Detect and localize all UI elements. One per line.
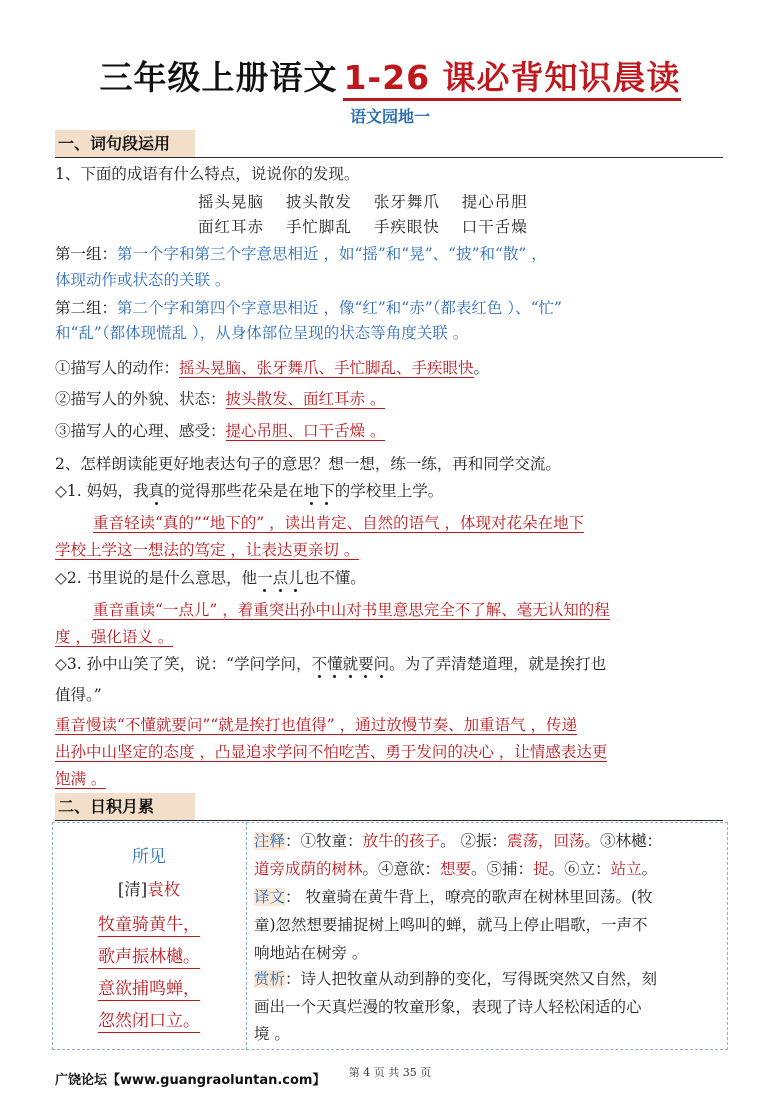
answer-3-line-1 [55,713,725,737]
sentence-2 [55,566,725,590]
translation-line-1 [254,884,724,910]
stressed-char: 要 [358,655,374,673]
translation-text: ： 牧童骑在黄牛背上，嘹亮的歌声在树林里回荡。(牧 [285,888,653,906]
sentence-3-line-2: 值得。” [55,686,102,704]
answer-item-3 [55,419,725,443]
note-meaning: 想要 [440,860,472,878]
stressed-char: 就 [342,655,359,673]
translation-label: 译文 [254,888,286,906]
stressed-char: 点 [272,569,289,587]
stressed-char: 儿 [288,569,304,587]
poem-line [52,974,246,999]
notes-label: 注释 [254,832,286,850]
poem-line [52,942,246,967]
note-meaning: 捉 [533,860,549,878]
note-term: 。⑥立： [548,860,611,878]
note-meaning: 震荡，回荡 [507,832,585,850]
answer-2-text-2: 度 ，强化语义 。 [55,628,174,646]
group-2-line-1 [55,296,725,320]
item-1-end: 。 [473,359,490,377]
sentence-2-pre: ◇2. 书里说的是什么意思，他 [55,569,258,587]
answer-3-line-3 [55,767,725,791]
poem-title: 所见 [132,847,166,867]
page-title [0,52,780,99]
answer-1-text-1: 重音轻读“真的”“地下的” ，读出肯定、自然的语气 ，体现对花朵在地下 [93,514,585,532]
answer-2-line-2 [55,625,725,649]
appreciation-line-2: 画出一个天真烂漫的牧童形象，表现了诗人轻松闲适的心 [254,998,642,1016]
poem-box-divider [246,822,247,1050]
stressed-char: 不 [311,655,328,673]
sentence-2-post: 也不懂。 [303,569,366,587]
note-term: 。④意欲： [362,860,441,878]
notes-line-2 [254,856,724,882]
answer-3-text-3: 饱满 。 [55,770,107,788]
group-1-line-2: 体现动作或状态的关联 。 [55,271,231,289]
section-divider-1 [55,157,723,158]
stressed-char: 一 [257,569,273,587]
answer-2-text-1: 重音重读“一点儿” ，着重突出孙中山对书里意思完全不了解、毫无认知的程 [93,601,610,619]
poem-line-text: 牧童骑黄牛， [98,915,200,935]
title-grade: 三年级上册语文 [99,58,338,97]
note-term: 。③林樾： [584,832,663,850]
answer-3-text-2: 出孙中山坚定的态度 ，凸显追求学问不怕吃苦、勇于发问的决心 ，让情感表达更 [55,743,608,761]
group-1-line-1 [55,242,725,266]
poem-byline [52,876,246,900]
stressed-char: 懂 [327,655,343,673]
item-3-label: ③描写人的心理、感受： [55,422,226,440]
group-2-label: 第二组： [55,299,118,317]
poem-line-text: 意欲捕鸣蝉， [98,979,200,999]
group-1-text: 第一个字和第三个字意思相近 ，如“摇”和“晃”、“披”和“散” ， [117,245,547,263]
item-3-answer: 提心吊胆、口干舌燥 。 [225,422,386,440]
sentence-3-post: 。为了弄清楚道理，就是挨打也 [389,655,607,673]
poem-dynasty: [清] [117,880,148,899]
section-heading-2: 二、日积月累 [55,793,195,820]
item-2-label: ②描写人的外貌、状态： [55,390,226,408]
note-term: ①牧童： [300,832,363,850]
sentence-1-mid: 的觉得那些花朵是在 [164,482,304,500]
item-1-answer: 摇头晃脑、张牙舞爪、手忙脚乱、手疾眼快 [179,359,474,377]
page-number: 第 4 页 共 35 页 [348,1066,432,1079]
answer-3-text-1: 重音慢读“不懂就要问”“就是挨打也值得” ，通过放慢节奏、加重语气 ，传递 [55,716,578,734]
note-term: 。 [641,860,658,878]
idioms-row-2: 面红耳赤 手忙脚乱 手疾眼快 口干舌燥 [198,218,528,236]
sentence-1-pre: ◇1. 妈妈，我 [55,482,149,500]
appreciation-label: 赏析 [254,970,286,988]
title-topic: 1-26 课必背知识晨读 [343,58,680,101]
group-2-line-2: 和“乱”（都体现慌乱 ），从身体部位呈现的状态等角度关联 。 [55,324,469,342]
group-2-text: 第二个字和第四个字意思相近 ，像“红”和“赤”（都表红色 ）、“忙” [117,299,562,317]
section-divider-2 [55,820,723,821]
poem-line [52,1006,246,1031]
section-heading-1: 一、词句段运用 [55,130,195,157]
notes-line-1 [254,828,724,854]
question-2: 2、怎样朗读能更好地表达句子的意思？想一想，练一练，再和同学交流。 [55,455,561,473]
note-meaning: 道旁成荫的树林 [254,860,363,878]
question-1: 1、下面的成语有什么特点，说说你的发现。 [55,165,360,183]
translation-line-3: 响地站在树旁 。 [254,944,368,962]
answer-1-line-1 [55,511,725,535]
poem-line-text: 歌声振林樾。 [98,947,200,967]
answer-item-2 [55,387,725,411]
note-meaning: 放牛的孩子 [362,832,441,850]
note-term: 。 ②振： [440,832,507,850]
poem-author: 袁枚 [147,880,181,899]
note-term: 。⑤捕： [471,860,534,878]
group-1-label: 第一组： [55,245,118,263]
appreciation-line-1 [254,966,724,992]
stressed-char: 真 [148,482,165,500]
idioms-row-1: 摇头晃脑 披头散发 张牙舞爪 提心吊胆 [198,193,528,211]
sentence-1 [55,479,725,503]
sentence-1-post: 的学校里上学。 [334,482,444,500]
translation-line-2: 童)忽然想要捕捉树上鸣叫的蝉，就马上停止唱歌，一声不 [254,916,648,934]
appreciation-text: ：诗人把牧童从动到静的变化，写得既突然又自然，刻 [285,970,658,988]
stressed-char: 地 [303,482,320,500]
answer-item-1 [55,356,725,380]
answer-1-line-2 [55,538,725,562]
poem-line [52,910,246,935]
answer-2-line-1 [55,598,725,622]
stressed-char: 下 [319,482,335,500]
appreciation-line-3: 境 。 [254,1025,290,1043]
answer-1-text-2: 学校上学这一想法的笃定 ，让表达更亲切 。 [55,541,360,559]
poem-line-text: 忽然闭口立。 [98,1011,200,1031]
answer-3-line-2 [55,740,725,764]
sentence-3 [55,652,725,676]
notes-colon: ： [285,832,301,850]
stressed-char: 问 [373,655,390,673]
page-subtitle: 语文园地一 [349,107,430,126]
note-meaning: 站立 [610,860,642,878]
sentence-3-pre: ◇3. 孙中山笑了笑，说：“学问学问， [55,655,312,673]
item-1-label: ①描写人的动作： [55,359,180,377]
item-2-answer: 披头散发、面红耳赤 。 [225,390,386,408]
footer-site: 广饶论坛【www.guangraoluntan.com】 [55,1073,326,1088]
